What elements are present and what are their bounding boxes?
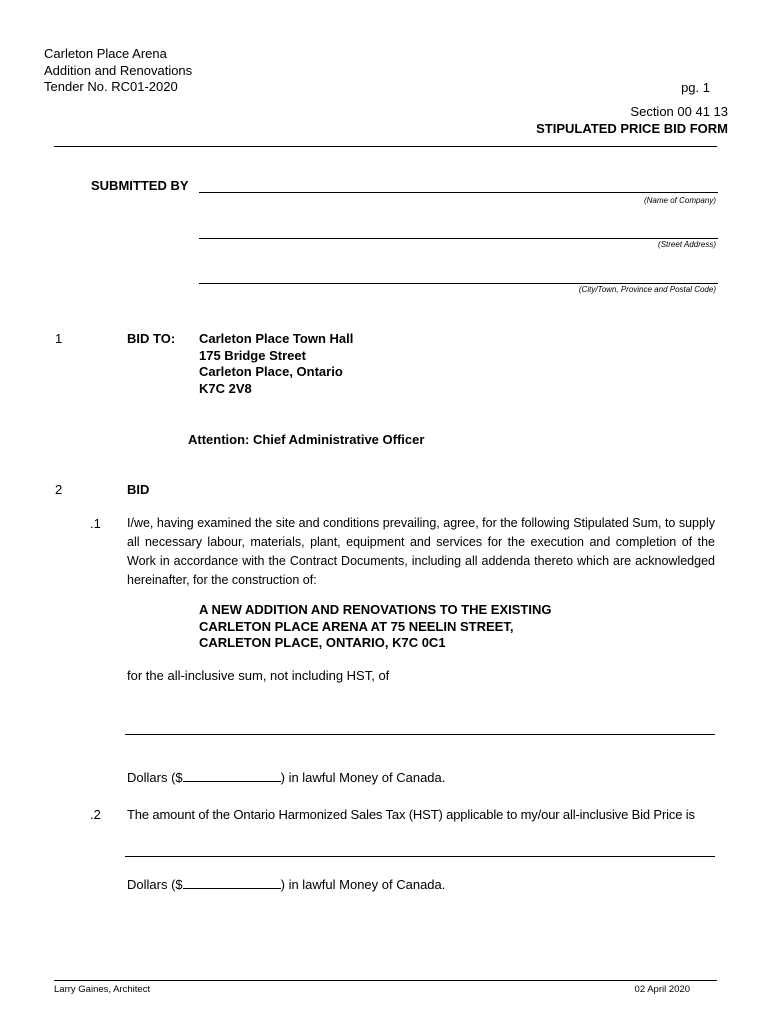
header-divider	[54, 146, 717, 147]
hst-amount-blank[interactable]	[183, 876, 281, 889]
page-number: pg. 1	[681, 80, 710, 95]
dollars-suffix: ) in lawful Money of Canada.	[280, 877, 446, 892]
sum-text: for the all-inclusive sum, not including HST, of	[127, 668, 390, 683]
company-name-line[interactable]	[199, 192, 718, 193]
recipient-name: Carleton Place Town Hall	[199, 331, 354, 346]
hst-words-line[interactable]	[125, 856, 715, 857]
city-province-caption: (City/Town, Province and Postal Code)	[578, 285, 716, 294]
project-description-block	[199, 602, 551, 652]
recipient-address	[199, 331, 353, 397]
dollars-prefix: Dollars ($	[127, 877, 183, 892]
section-2-number: 2	[55, 482, 63, 497]
section-number: Section 00 41 13	[630, 104, 728, 119]
bid-heading: BID	[127, 482, 150, 497]
recipient-postal-code: K7C 2V8	[199, 380, 252, 396]
project-description-line-2: CARLETON PLACE ARENA AT 75 NEELIN STREET,	[199, 618, 514, 634]
dollars-line-1	[127, 769, 445, 787]
item-2-number: .2	[90, 807, 101, 822]
dollars-line-2	[127, 876, 445, 894]
recipient-street: 175 Bridge Street	[199, 347, 306, 363]
project-description-line-3: CARLETON PLACE, ONTARIO, K7C 0C1	[199, 635, 446, 650]
item-1-text: I/we, having examined the site and conditions prevailing, agree, for the following Stipulated Sum, to supply all necessary labour, materials, plant, equipment and services for the execution and completion of the Work in accordance with the Contract Documents, including all addenda thereto which are acknowledged hereinafter, for the construction of:	[127, 516, 715, 587]
dollars-amount-blank[interactable]	[183, 769, 281, 782]
bid-to-label: BID TO:	[127, 331, 176, 346]
project-description: Addition and Renovations	[44, 62, 193, 78]
street-address-line[interactable]	[199, 238, 718, 239]
city-province-line[interactable]	[199, 283, 718, 284]
submitted-by-label: SUBMITTED BY	[91, 178, 189, 193]
section-1-number: 1	[55, 331, 63, 346]
dollars-suffix: ) in lawful Money of Canada.	[280, 770, 446, 785]
footer-divider	[54, 980, 717, 981]
attention-line: Attention: Chief Administrative Officer	[188, 432, 425, 447]
item-1-number: .1	[90, 516, 101, 531]
tender-number: Tender No. RC01-2020	[44, 79, 178, 94]
form-title: STIPULATED PRICE BID FORM	[536, 121, 728, 136]
dollars-prefix: Dollars ($	[127, 770, 183, 785]
recipient-city: Carleton Place, Ontario	[199, 364, 343, 379]
footer-author: Larry Gaines, Architect	[54, 984, 151, 995]
project-name: Carleton Place Arena	[44, 46, 167, 61]
footer-date: 02 April 2020	[634, 984, 690, 995]
project-title-block	[44, 46, 192, 96]
street-address-caption: (Street Address)	[658, 240, 716, 249]
sum-words-line[interactable]	[125, 734, 715, 735]
project-description-line-1: A NEW ADDITION AND RENOVATIONS TO THE EXISTING	[199, 602, 552, 617]
item-2-text: The amount of the Ontario Harmonized Sales Tax (HST) applicable to my/our all-inclusive Bid Price is	[127, 807, 695, 822]
company-name-caption: (Name of Company)	[643, 196, 716, 205]
